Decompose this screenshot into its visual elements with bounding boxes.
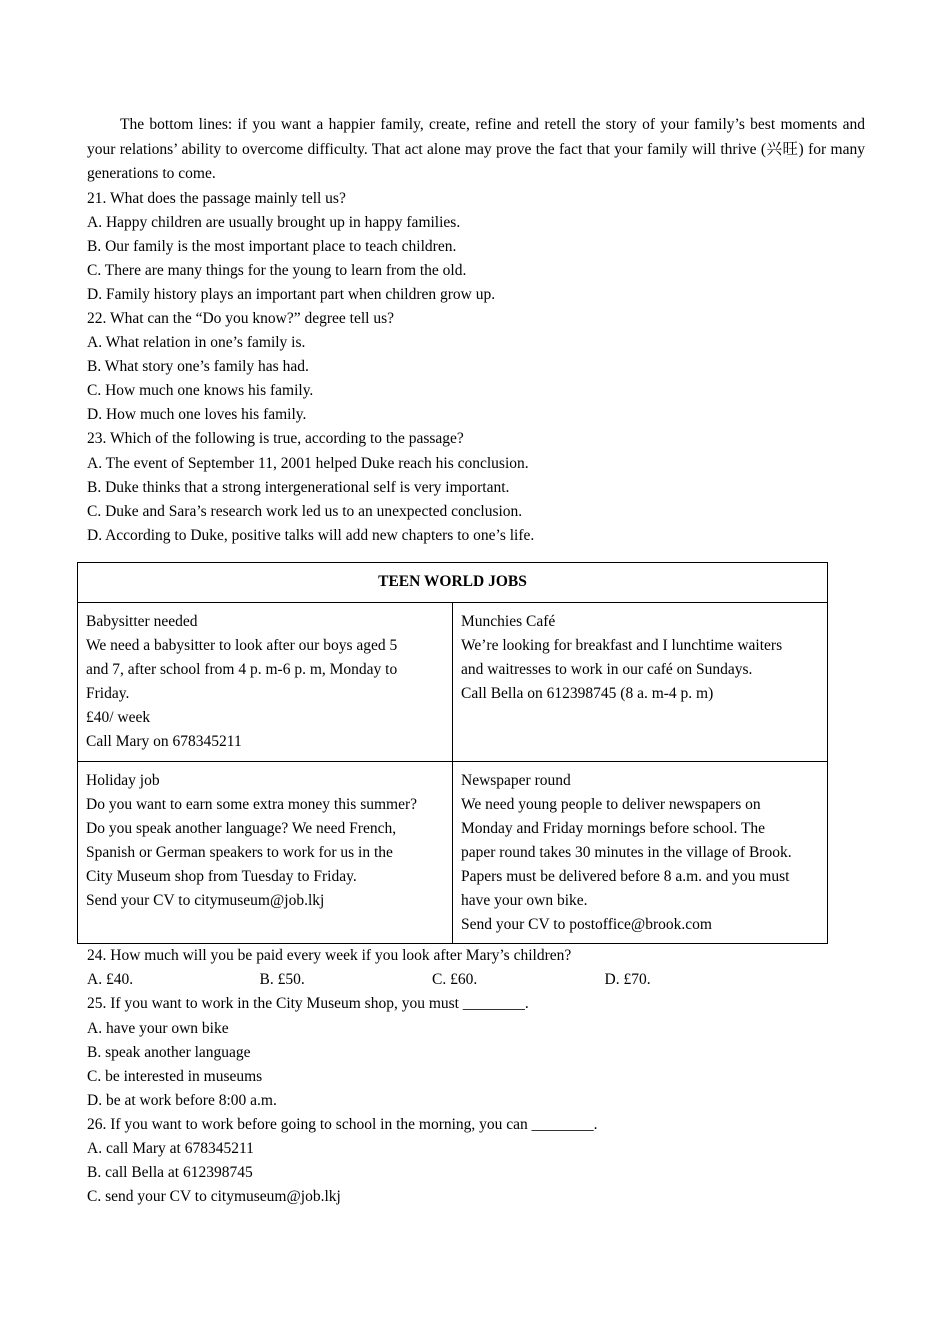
ad-line: Send your CV to citymuseum@job.lkj <box>86 892 325 910</box>
answer-option: A. Happy children are usually brought up in happy families. <box>87 213 461 231</box>
teen-world-jobs-table <box>77 562 828 944</box>
ad-line: Do you speak another language? We need French, <box>86 819 397 837</box>
answer-option: D. Family history plays an important part when children grow up. <box>87 285 496 303</box>
options-row <box>87 968 865 992</box>
question-stem: 22. What can the “Do you know?” degree tell us? <box>87 309 395 327</box>
ad-line: £40/ week <box>86 709 151 727</box>
answer-option: A. £40. <box>87 971 134 989</box>
ad-line: City Museum shop from Tuesday to Friday. <box>86 867 357 885</box>
question-stem: 23. Which of the following is true, according to the passage? <box>87 430 464 448</box>
ad-line: Papers must be delivered before 8 a.m. and you must <box>461 867 790 885</box>
ad-line: Munchies Café <box>461 613 556 630</box>
answer-option: A. The event of September 11, 2001 helped Duke reach his conclusion. <box>87 454 529 472</box>
ad-line: Do you want to earn some extra money this summer? <box>86 795 418 813</box>
answer-option: C. How much one knows his family. <box>87 382 314 400</box>
ad-line: We need young people to deliver newspapers on <box>461 795 761 813</box>
ad-line: Babysitter needed <box>86 613 198 630</box>
ad-munchies-cafe <box>453 603 828 762</box>
answer-option: A. call Mary at 678345211 <box>87 1139 254 1157</box>
question-22 <box>87 307 865 427</box>
ad-newspaper-round <box>453 761 828 944</box>
answer-option: C. be interested in museums <box>87 1067 263 1085</box>
answer-option: B. £50. <box>259 971 305 989</box>
answer-option: A. have your own bike <box>87 1019 229 1037</box>
ad-line: and 7, after school from 4 p. m-6 p. m, Monday to <box>86 661 398 679</box>
ad-line: Call Bella on 612398745 (8 a. m-4 p. m) <box>461 685 714 703</box>
ad-line: Spanish or German speakers to work for us in the <box>86 843 393 861</box>
answer-option: A. What relation in one’s family is. <box>87 334 306 352</box>
question-21 <box>87 187 865 307</box>
answer-option: B. speak another language <box>87 1043 251 1061</box>
ad-line: We’re looking for breakfast and I lunchtime waiters <box>461 637 783 655</box>
ad-line: Send your CV to postoffice@brook.com <box>461 916 712 934</box>
answer-option: B. call Bella at 612398745 <box>87 1164 253 1182</box>
ad-line: Monday and Friday mornings before school. The <box>461 819 766 837</box>
answer-option: C. £60. <box>432 971 478 989</box>
answer-option: D. How much one loves his family. <box>87 406 307 424</box>
answer-option: C. Duke and Sara’s research work led us to an unexpected conclusion. <box>87 502 523 520</box>
ad-line: Newspaper round <box>461 771 571 789</box>
answer-option: D. According to Duke, positive talks will add new chapters to one’s life. <box>87 526 535 544</box>
question-26 <box>87 1113 865 1209</box>
ad-babysitter <box>78 603 453 762</box>
document-page <box>87 113 865 1209</box>
answer-option: C. There are many things for the young to learn from the old. <box>87 261 467 279</box>
ad-line: Holiday job <box>86 771 160 789</box>
question-stem: 25. If you want to work in the City Museum shop, you must ________. <box>87 995 529 1013</box>
ad-line: Call Mary on 678345211 <box>86 733 242 751</box>
answer-option: D. £70. <box>604 971 651 989</box>
table-title: TEEN WORLD JOBS <box>78 562 828 602</box>
ad-line: We need a babysitter to look after our boys aged 5 <box>86 637 398 655</box>
ad-line: Friday. <box>86 685 130 703</box>
ad-line: and waitresses to work in our café on Sundays. <box>461 661 753 679</box>
answer-option: D. be at work before 8:00 a.m. <box>87 1091 277 1109</box>
question-23 <box>87 427 865 547</box>
answer-option: B. What story one’s family has had. <box>87 358 309 376</box>
question-stem: 24. How much will you be paid every week if you look after Mary’s children? <box>87 947 572 965</box>
answer-option: B. Our family is the most important place to teach children. <box>87 237 457 255</box>
ad-line: paper round takes 30 minutes in the village of Brook. <box>461 843 792 861</box>
question-stem: 21. What does the passage mainly tell us? <box>87 189 346 207</box>
question-stem: 26. If you want to work before going to school in the morning, you can ________. <box>87 1115 598 1133</box>
answer-option: C. send your CV to citymuseum@job.lkj <box>87 1188 341 1206</box>
question-25 <box>87 992 865 1112</box>
question-24 <box>87 944 865 992</box>
intro-paragraph: The bottom lines: if you want a happier family, create, refine and retell the story of your family’s best moments and your relations’ ability to overcome difficulty. That act alone may prove the fact that your family will thrive (兴旺) for many generations to come. <box>87 116 865 182</box>
answer-option: B. Duke thinks that a strong intergenerational self is very important. <box>87 478 510 496</box>
ad-holiday-job <box>78 761 453 944</box>
ad-line: have your own bike. <box>461 892 588 910</box>
